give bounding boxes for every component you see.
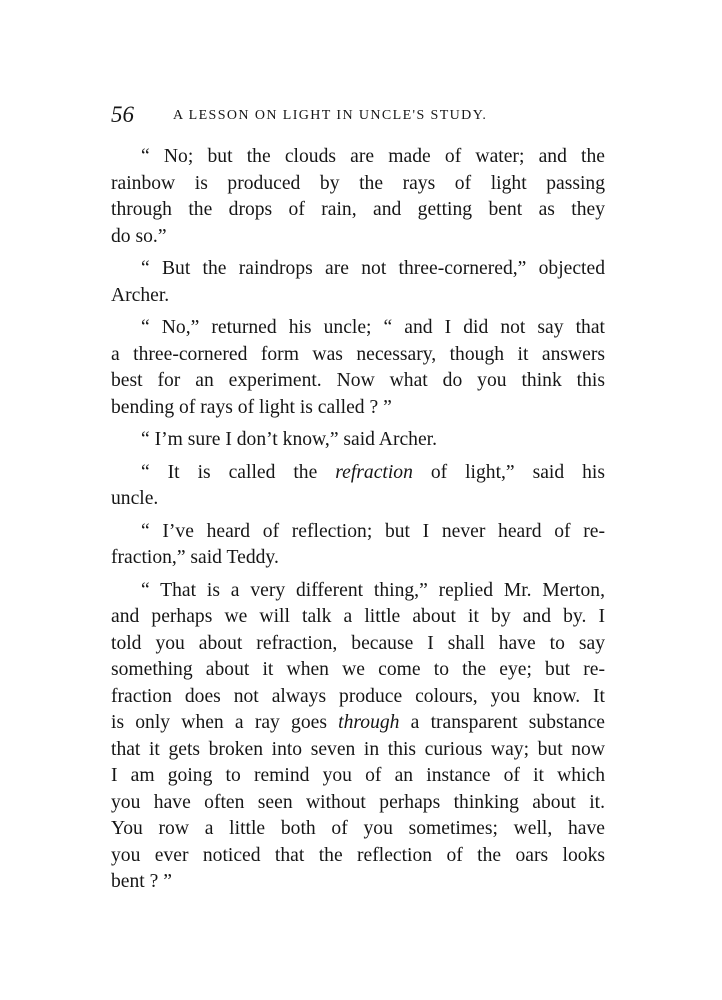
- text-line: and perhaps we will talk a little about it by and by. I: [111, 606, 605, 627]
- text-line: you have often seen without perhaps thinking about it.: [111, 791, 605, 813]
- page-number: 56: [111, 102, 134, 127]
- text-line: told you about refraction, because I shall have to say: [111, 632, 605, 654]
- paragraph-4: [111, 427, 605, 454]
- text-line: Archer.: [111, 284, 170, 306]
- text-run: “ It is called the: [141, 461, 336, 483]
- paragraph-3: [111, 315, 605, 421]
- text-line: “ But the raindrops are not three-cornered,” objected: [141, 258, 605, 279]
- text-line: that it gets broken into seven in this curious way; but now: [111, 738, 605, 760]
- text-line: do so.”: [111, 225, 167, 247]
- text-line: best for an experiment. Now what do you think this: [111, 370, 605, 391]
- emphasis-refraction: refraction: [335, 461, 413, 483]
- text-line: rainbow is produced by the rays of light passing: [111, 172, 605, 194]
- text-line: through the drops of rain, and getting bent as they: [111, 199, 605, 220]
- text-line: “ I’m sure I don’t know,” said Archer.: [141, 429, 438, 450]
- text-line: [111, 710, 605, 737]
- body-text: [111, 144, 605, 896]
- paragraph-5: [111, 460, 605, 513]
- text-line: “ No; but the clouds are made of water; and the: [141, 146, 605, 167]
- text-line: something about it when we come to the eye; but re-: [111, 659, 605, 680]
- text-run: of light,” said his: [412, 461, 605, 483]
- text-run: is only when a ray goes: [111, 712, 339, 733]
- emphasis-through: through: [338, 712, 400, 733]
- text-line: bending of rays of light is called ? ”: [111, 396, 392, 418]
- text-line: “ No,” returned his uncle; “ and I did not say that: [141, 317, 605, 338]
- text-line: I am going to remind you of an instance of it which: [111, 765, 605, 786]
- text-line: a three-cornered form was necessary, though it answers: [111, 343, 605, 365]
- text-line: you ever noticed that the reflection of the oars looks: [111, 844, 605, 866]
- text-line: bent ? ”: [111, 871, 172, 892]
- running-title: A LESSON ON LIGHT IN UNCLE'S STUDY.: [173, 108, 488, 123]
- paragraph-6: [111, 519, 605, 572]
- paragraph-2: [111, 256, 605, 309]
- text-line: “ That is a very different thing,” replied Mr. Merton,: [141, 579, 605, 601]
- text-line: fraction,” said Teddy.: [111, 547, 279, 568]
- page-header: [111, 102, 611, 134]
- text-line: “ I’ve heard of reflection; but I never heard of re-: [141, 520, 605, 542]
- text-line: You row a little both of you sometimes; well, have: [111, 818, 605, 839]
- text-line: uncle.: [111, 488, 159, 509]
- text-run: a transparent substance: [399, 712, 605, 733]
- text-line: [111, 460, 605, 487]
- text-line: fraction does not always produce colours, you know. It: [111, 685, 605, 707]
- paragraph-1: [111, 144, 605, 250]
- paragraph-7: [111, 578, 605, 896]
